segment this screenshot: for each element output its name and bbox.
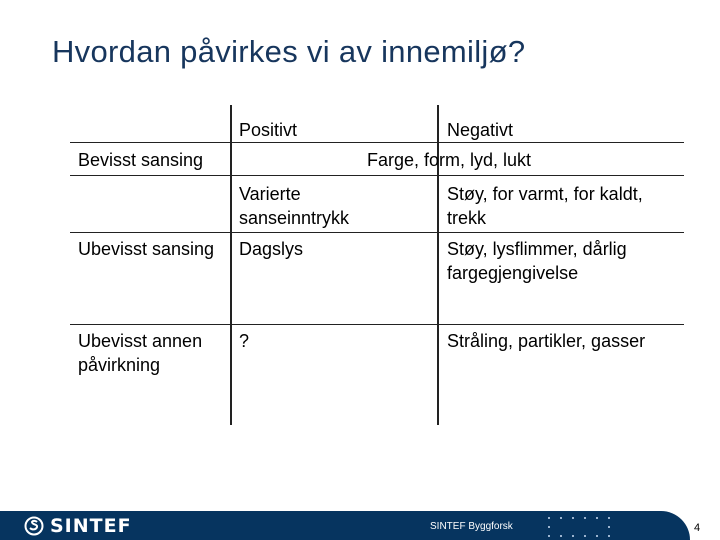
table-horizontal-divider-4 <box>70 324 684 325</box>
table-horizontal-divider-1 <box>70 142 684 143</box>
slide-title: Hvordan påvirkes vi av innemiljø? <box>52 34 526 69</box>
cell-negative-stoy-varmt: Støy, for varmt, for kaldt, trekk <box>447 184 643 228</box>
cell-positive-question: ? <box>239 331 250 351</box>
dot-grid-pattern <box>546 515 618 539</box>
page-number: 4 <box>694 522 701 534</box>
row-spanning-text: Farge, form, lyd, lukt <box>367 150 532 170</box>
sintef-logo <box>24 515 132 537</box>
header-negative: Negativt <box>447 120 514 140</box>
footer-bar-cap <box>630 511 690 540</box>
logo-text: SINTEF <box>50 515 132 537</box>
footer-label: SINTEF Byggforsk <box>430 521 513 532</box>
cell-positive-varierte: Varierte sanseinntrykk <box>239 184 350 228</box>
row-label-ubevisst-annen: Ubevisst annen påvirkning <box>78 331 203 375</box>
header-positive: Positivt <box>239 120 298 140</box>
table-vertical-divider-1 <box>230 105 232 425</box>
row-label-ubevisst-sansing: Ubevisst sansing <box>78 239 215 259</box>
table-horizontal-divider-2 <box>70 175 684 176</box>
cell-negative-stoy-lysflimmer: Støy, lysflimmer, dårlig fargegjengivelse <box>447 239 627 283</box>
sintef-logo-icon <box>24 516 44 536</box>
cell-positive-dagslys: Dagslys <box>239 239 304 259</box>
cell-negative-straling: Stråling, partikler, gasser <box>447 331 646 351</box>
table-horizontal-divider-3 <box>70 232 684 233</box>
row-label-bevisst-sansing: Bevisst sansing <box>78 150 204 170</box>
